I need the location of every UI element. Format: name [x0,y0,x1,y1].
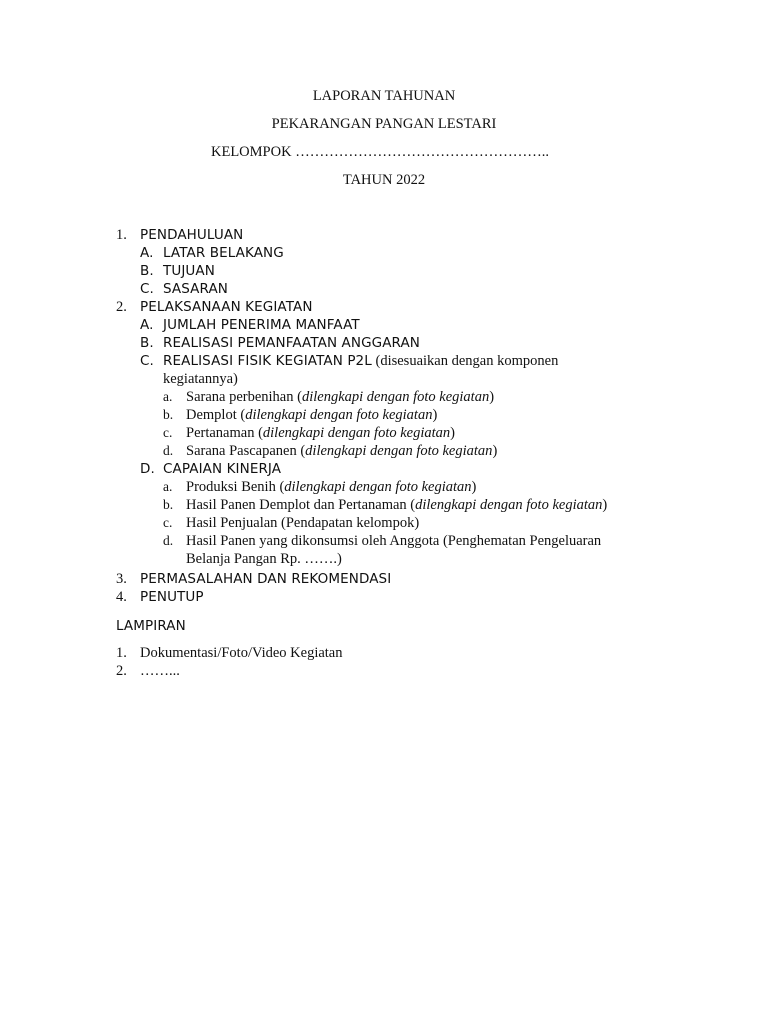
kelompok-line [211,143,549,161]
section-1-number: 1. [116,227,127,243]
section-2d-title: CAPAIAN KINERJA [163,461,282,477]
item-2d-c: Hasil Penjualan (Pendapatan kelompok) [186,515,420,531]
item-note: dilengkapi dengan foto kegiatan [284,479,472,495]
kelompok-blank: …………………………………………….. [295,144,549,160]
section-2c-line [163,352,558,370]
report-year: TAHUN 2022 [342,172,426,188]
lampiran-item-2-number: 2. [116,663,127,679]
item-2c-d-mark: d. [163,443,174,458]
item-text: Sarana Pascapanen ( [186,443,306,459]
section-2-number: 2. [116,299,127,315]
item-2c-a-mark: a. [163,389,173,404]
section-2b-title: REALISASI PEMANFAATAN ANGGARAN [163,335,421,351]
section-1b-title: TUJUAN [163,263,215,279]
section-2c-note-cont: kegiatannya) [163,371,238,387]
section-2a-title: JUMLAH PENERIMA MANFAAT [163,317,360,333]
section-1a-title: LATAR BELAKANG [163,245,284,261]
item-paren: ) [450,425,456,441]
item-2d-c-mark: c. [163,515,173,530]
item-2c-c-mark: c. [163,425,173,440]
item-paren: ) [471,479,477,495]
item-text: Hasil Panen Demplot dan Pertanaman ( [186,497,416,513]
item-2c-b-mark: b. [163,407,174,422]
item-text: Sarana perbenihan ( [186,389,302,405]
report-subtitle: PEKARANGAN PANGAN LESTARI [271,116,497,132]
section-3-title: PERMASALAHAN DAN REKOMENDASI [140,571,392,587]
item-paren: ) [492,443,498,459]
section-2c-mark: C. [140,353,154,369]
section-1-title: PENDAHULUAN [140,227,244,243]
item-note: dilengkapi dengan foto kegiatan [262,425,451,441]
section-2c-note: (disesuaikan dengan komponen [375,353,559,369]
item-2d-b-mark: b. [163,497,174,512]
section-2-title: PELAKSANAAN KEGIATAN [140,299,313,315]
section-2b-mark: B. [140,335,154,351]
report-title: LAPORAN TAHUNAN [312,88,456,104]
item-paren: ) [602,497,608,513]
item-note: dilengkapi dengan foto kegiatan [301,389,490,405]
item-2d-d: Hasil Panen yang dikonsumsi oleh Anggota (Penghematan Pengeluaran [186,533,602,549]
section-1c-mark: C. [140,281,154,297]
item-2d-a [186,478,476,496]
lampiran-item-1-number: 1. [116,645,127,661]
section-1c-title: SASARAN [163,281,228,297]
section-1b-mark: B. [140,263,154,279]
item-2d-a-mark: a. [163,479,173,494]
item-2c-d [186,442,497,460]
lampiran-item-1: Dokumentasi/Foto/Video Kegiatan [140,645,343,661]
item-2c-b [186,406,437,424]
item-text: Produksi Benih ( [186,479,285,495]
section-3-number: 3. [116,571,127,587]
item-2c-c [186,424,455,442]
item-text: Demplot ( [186,407,246,423]
item-text: Pertanaman ( [186,425,263,441]
section-2d-mark: D. [140,461,155,477]
item-2c-a [186,388,494,406]
kelompok-label: KELOMPOK [211,144,292,160]
item-2d-d-cont: Belanja Pangan Rp. …….) [186,551,342,567]
item-note: dilengkapi dengan foto kegiatan [305,443,493,459]
item-2d-d-mark: d. [163,533,174,548]
item-note: dilengkapi dengan foto kegiatan [415,497,603,513]
section-4-number: 4. [116,589,127,605]
item-2d-b [186,496,607,514]
lampiran-title: LAMPIRAN [116,618,186,634]
section-4-title: PENUTUP [140,589,204,605]
section-2a-mark: A. [140,317,154,333]
section-1a-mark: A. [140,245,154,261]
item-note: dilengkapi dengan foto kegiatan [245,407,433,423]
lampiran-item-2: ……... [140,663,180,679]
section-2c-title: REALISASI FISIK KEGIATAN P2L [163,353,372,369]
item-paren: ) [432,407,438,423]
item-paren: ) [489,389,495,405]
